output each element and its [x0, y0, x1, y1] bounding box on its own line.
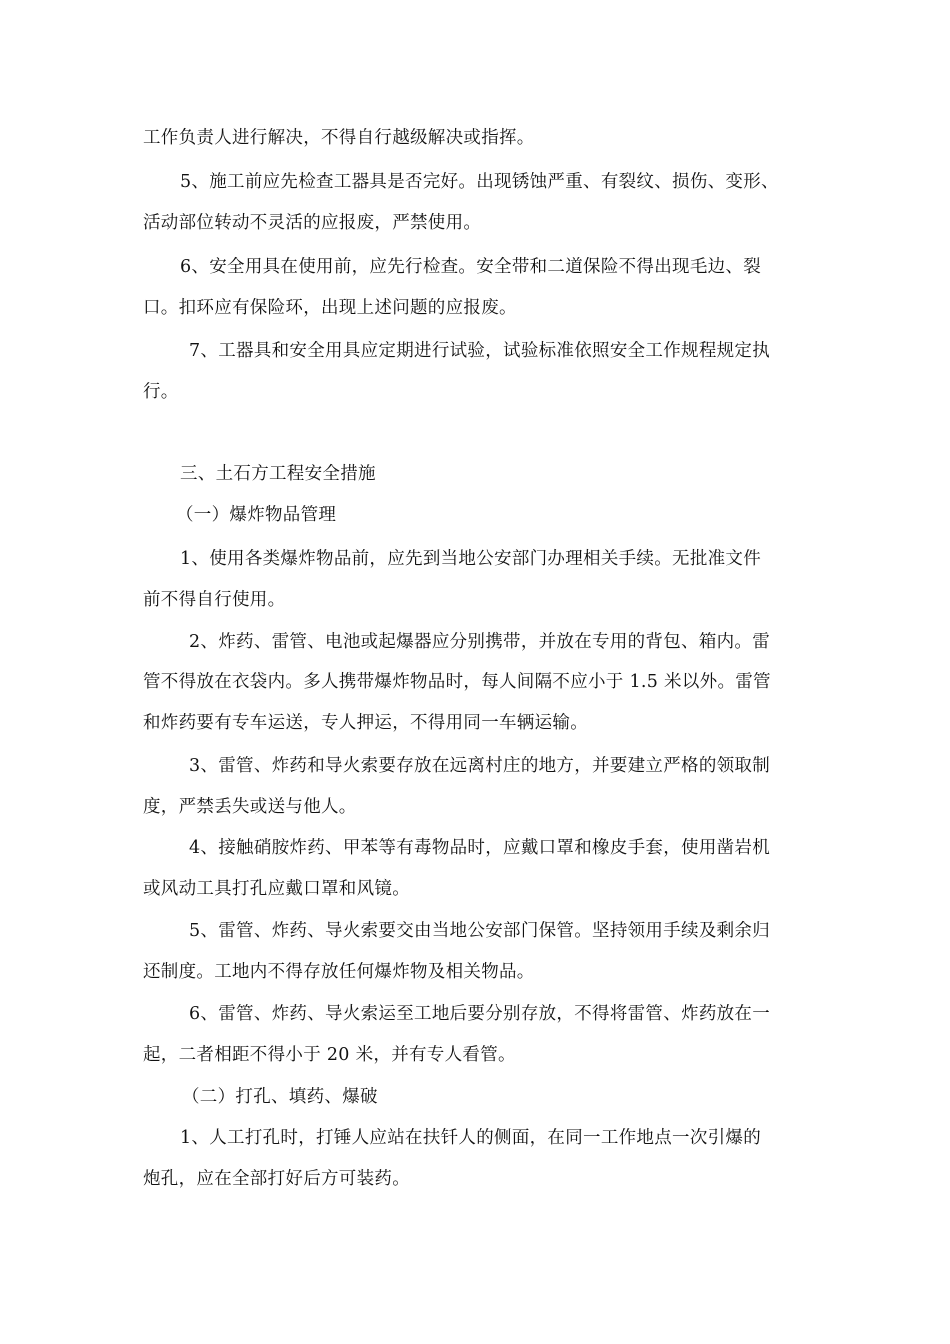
text-line: 5、施工前应先检查工器具是否完好。出现锈蚀严重、有裂纹、损伤、变形、 [180, 172, 779, 192]
text-line: 炮孔，应在全部打好后方可装药。 [143, 1169, 410, 1189]
text-line: 或风动工具打孔应戴口罩和风镜。 [143, 879, 410, 899]
text-line: 7、工器具和安全用具应定期进行试验，试验标准依照安全工作规程规定执 [189, 341, 771, 361]
text-line: 行。 [143, 382, 179, 402]
text-line: 4、接触硝胺炸药、甲苯等有毒物品时，应戴口罩和橡皮手套，使用凿岩机 [189, 838, 771, 858]
subsection-heading: （一）爆炸物品管理 [176, 505, 337, 525]
text-line: 6、雷管、炸药、导火索运至工地后要分别存放，不得将雷管、炸药放在一 [189, 1004, 771, 1024]
text-line: 还制度。工地内不得存放任何爆炸物及相关物品。 [143, 962, 535, 982]
text-line: 1、人工打孔时，打锤人应站在扶钎人的侧面，在同一工作地点一次引爆的 [180, 1128, 762, 1148]
text-line: 1、使用各类爆炸物品前，应先到当地公安部门办理相关手续。无批准文件 [180, 549, 762, 569]
text-line: 口。扣环应有保险环，出现上述问题的应报废。 [143, 298, 517, 318]
text-line: 前不得自行使用。 [143, 590, 286, 610]
text-line: 2、炸药、雷管、电池或起爆器应分别携带，并放在专用的背包、箱内。雷 [189, 632, 771, 652]
text-line: 3、雷管、炸药和导火索要存放在远离村庄的地方，并要建立严格的领取制 [189, 756, 771, 776]
section-heading: 三、土石方工程安全措施 [180, 464, 376, 484]
text-line: 和炸药要有专车运送，专人押运，不得用同一车辆运输。 [143, 713, 588, 733]
text-line: 起，二者相距不得小于 20 米，并有专人看管。 [143, 1045, 516, 1065]
subsection-heading: （二）打孔、填药、爆破 [182, 1087, 378, 1107]
text-line: 活动部位转动不灵活的应报废，严禁使用。 [143, 213, 482, 233]
text-line: 度，严禁丢失或送与他人。 [143, 797, 357, 817]
text-line: 管不得放在衣袋内。多人携带爆炸物品时，每人间隔不应小于 1.5 米以外。雷管 [143, 672, 771, 692]
text-line: 工作负责人进行解决，不得自行越级解决或指挥。 [143, 128, 535, 148]
text-line: 6、安全用具在使用前，应先行检查。安全带和二道保险不得出现毛边、裂 [180, 257, 762, 277]
text-line: 5、雷管、炸药、导火索要交由当地公安部门保管。坚持领用手续及剩余归 [189, 921, 771, 941]
